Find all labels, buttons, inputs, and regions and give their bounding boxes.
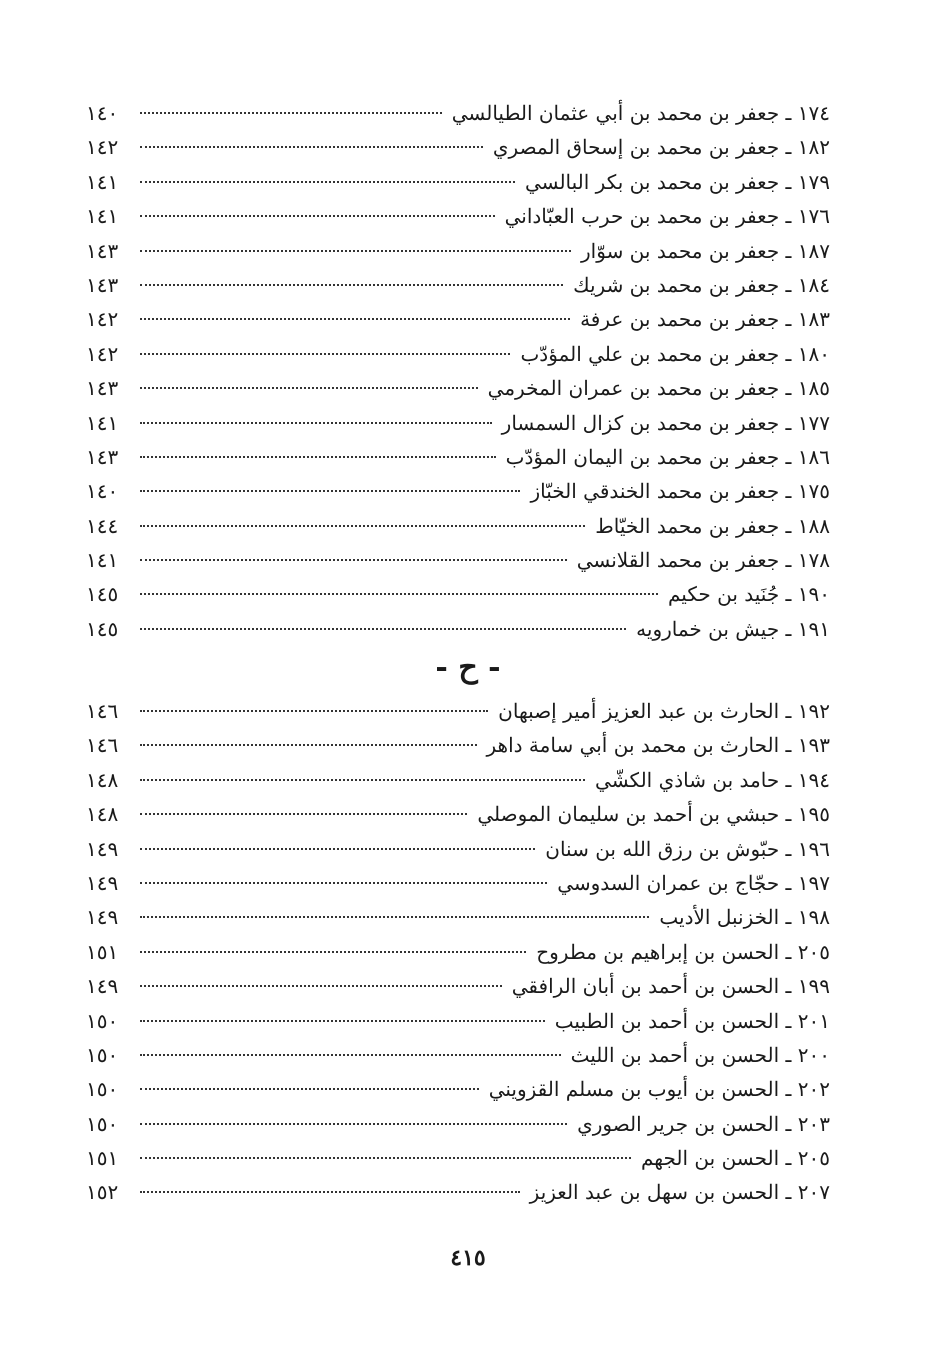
index-entry: [86, 612, 830, 646]
index-entry: [86, 694, 830, 728]
dot-leader: [140, 985, 502, 987]
entry-page-number: ١٤٨: [86, 767, 119, 792]
entry-page-number: ١٤٢: [86, 135, 119, 160]
entry-title: ١٩١ ـ جيش بن خمارويه: [636, 616, 830, 641]
index-entry: [86, 1141, 830, 1175]
dot-leader: [140, 1054, 561, 1056]
index-entry: [86, 337, 830, 371]
entry-page-number: ١٤٩: [86, 870, 119, 895]
entry-page-number: ١٤٩: [86, 836, 119, 861]
dot-leader: [140, 813, 467, 815]
index-entry: [86, 509, 830, 543]
dot-leader: [140, 1020, 545, 1022]
index-entry: [86, 1004, 830, 1038]
dot-leader: [140, 628, 626, 630]
dot-leader: [140, 181, 515, 183]
entry-title: ١٩٤ ـ حامد بن شاذي الكشّي: [595, 767, 830, 792]
entry-title: ٢٠٠ ـ الحسن بن أحمد بن الليث: [570, 1042, 830, 1067]
entry-title: ١٨٧ ـ جعفر بن محمد بن سوّار: [581, 238, 830, 263]
entry-title: ٢٠١ ـ الحسن بن أحمد بن الطبيب: [554, 1008, 830, 1033]
entry-title: ١٨٢ ـ جعفر بن محمد بن إسحاق المصري: [492, 135, 830, 160]
dot-leader: [140, 951, 526, 953]
entry-title: ١٨٦ ـ جعفر بن محمد بن اليمان المؤدّب: [505, 444, 830, 469]
entry-title: ١٧٦ ـ جعفر بن محمد بن حرب العبّاداني: [504, 204, 830, 229]
dot-leader: [140, 387, 478, 389]
entry-page-number: ١٤١: [86, 204, 119, 229]
entry-title: ٢٠٥ ـ الحسن بن إبراهيم بن مطروح: [536, 939, 830, 964]
dot-leader: [140, 1088, 479, 1090]
entry-page-number: ١٤٢: [86, 341, 119, 366]
entry-page-number: ١٥٠: [86, 1008, 119, 1033]
entry-title: ١٨٣ ـ جعفر بن محمد بن عرفة: [580, 307, 830, 332]
entry-page-number: ١٥٠: [86, 1111, 119, 1136]
index-entry: [86, 1175, 830, 1209]
entry-title: ١٨٤ ـ جعفر بن محمد بن شريك: [573, 272, 830, 297]
entry-title: ١٨٨ ـ جعفر بن محمد الخيّاط: [595, 513, 830, 538]
index-list-jim: [86, 96, 830, 646]
dot-leader: [140, 559, 567, 561]
entry-page-number: ١٤٤: [86, 513, 119, 538]
index-entry: [86, 1038, 830, 1072]
dot-leader: [140, 744, 477, 746]
index-entry: [86, 165, 830, 199]
dot-leader: [140, 916, 649, 918]
dot-leader: [140, 710, 488, 712]
dot-leader: [140, 779, 585, 781]
entry-title: ١٩٠ ـ جُنَيد بن حكيم: [668, 582, 830, 607]
index-entry: [86, 543, 830, 577]
dot-leader: [140, 882, 547, 884]
entry-page-number: ١٤٣: [86, 238, 119, 263]
entry-title: ١٧٩ ـ جعفر بن محمد بن بكر البالسي: [524, 169, 830, 194]
entry-title: ١٨٥ ـ جعفر بن محمد بن عمران المخرمي: [487, 376, 830, 401]
entry-page-number: ١٥٠: [86, 1077, 119, 1102]
index-entry: [86, 728, 830, 762]
entry-page-number: ١٤١: [86, 410, 119, 435]
dot-leader: [140, 250, 571, 252]
page-number: ٤١٥: [450, 1245, 486, 1271]
dot-leader: [140, 593, 658, 595]
index-list-ha: [86, 694, 830, 1210]
dot-leader: [140, 353, 510, 355]
dot-leader: [140, 146, 483, 148]
entry-title: ١٧٧ ـ جعفر بن محمد بن كزال السمسار: [501, 410, 830, 435]
entry-page-number: ١٤٥: [86, 582, 119, 607]
entry-page-number: ١٤٠: [86, 101, 119, 125]
index-entry: [86, 832, 830, 866]
entry-page-number: ١٤٣: [86, 376, 119, 401]
entry-page-number: ١٤٣: [86, 272, 119, 297]
entry-title: ٢٠٢ ـ الحسن بن أيوب بن مسلم القزويني: [488, 1077, 830, 1102]
dot-leader: [140, 525, 585, 527]
index-entry: [86, 763, 830, 797]
dot-leader: [140, 490, 520, 492]
entry-title: ٢٠٧ ـ الحسن بن سهل بن عبد العزيز: [529, 1180, 830, 1205]
entry-page-number: ١٤٨: [86, 802, 119, 827]
entry-page-number: ١٤١: [86, 169, 119, 194]
entry-title: ١٩٨ ـ الخزنبل الأديب: [659, 905, 830, 930]
dot-leader: [140, 456, 496, 458]
entry-page-number: ١٥٠: [86, 1042, 119, 1067]
dot-leader: [140, 422, 492, 424]
index-entry: [86, 96, 830, 130]
section-heading-ha: - ح -: [435, 650, 501, 685]
entry-page-number: ١٤٠: [86, 479, 119, 504]
index-entry: [86, 1072, 830, 1106]
index-entry: [86, 1107, 830, 1141]
index-entry: [86, 797, 830, 831]
dot-leader: [140, 318, 570, 320]
index-entry: [86, 302, 830, 336]
entry-title: ١٩٣ ـ الحارث بن محمد بن أبي سامة داهر: [486, 733, 830, 758]
index-entry: [86, 440, 830, 474]
entry-title: ١٩٧ ـ حجّاج بن عمران السدوسي: [557, 870, 830, 895]
index-entry: [86, 900, 830, 934]
dot-leader: [140, 284, 563, 286]
dot-leader: [140, 1157, 631, 1159]
entry-page-number: ١٤٣: [86, 444, 119, 469]
index-entry: [86, 474, 830, 508]
index-entry: [86, 969, 830, 1003]
entry-title: ٢٠٥ ـ الحسن بن الجهم: [640, 1146, 830, 1171]
index-entry: [86, 234, 830, 268]
entry-page-number: ١٥١: [86, 939, 119, 964]
entry-title: ٢٠٣ ـ الحسن بن جرير الصوري: [577, 1111, 830, 1136]
entry-title: ١٩٢ ـ الحارث بن عبد العزيز أمير إصبهان: [498, 699, 830, 723]
entry-title: ١٧٥ ـ جعفر بن محمد الخندقي الخبّاز: [530, 479, 830, 504]
index-entry: [86, 935, 830, 969]
entry-page-number: ١٥١: [86, 1146, 119, 1171]
dot-leader: [140, 1191, 520, 1193]
dot-leader: [140, 848, 535, 850]
index-entry: [86, 406, 830, 440]
index-entry: [86, 268, 830, 302]
entry-page-number: ١٤٩: [86, 974, 119, 999]
entry-page-number: ١٤٥: [86, 616, 119, 641]
dot-leader: [140, 112, 442, 114]
entry-title: ١٩٥ ـ حبشي بن أحمد بن سليمان الموصلي: [477, 802, 830, 827]
entry-page-number: ١٤١: [86, 548, 119, 573]
index-entry: [86, 199, 830, 233]
entry-title: ١٨٠ ـ جعفر بن محمد بن علي المؤدّب: [520, 341, 830, 366]
index-entry: [86, 866, 830, 900]
entry-page-number: ١٥٢: [86, 1180, 119, 1205]
entry-title: ١٩٩ ـ الحسن بن أحمد بن أبان الرافقي: [511, 974, 830, 999]
entry-page-number: ١٤٢: [86, 307, 119, 332]
entry-page-number: ١٤٦: [86, 733, 119, 758]
index-entry: [86, 130, 830, 164]
entry-title: ١٧٨ ـ جعفر بن محمد القلانسي: [576, 548, 830, 573]
dot-leader: [140, 1123, 567, 1125]
entry-page-number: ١٤٦: [86, 699, 119, 723]
index-entry: [86, 577, 830, 611]
index-entry: [86, 371, 830, 405]
entry-title: ١٩٦ ـ حبّوش بن رزق الله بن سنان: [545, 836, 830, 861]
entry-title: ١٧٤ ـ جعفر بن محمد بن أبي عثمان الطيالسي: [451, 101, 830, 125]
entry-page-number: ١٤٩: [86, 905, 119, 930]
dot-leader: [140, 215, 495, 217]
